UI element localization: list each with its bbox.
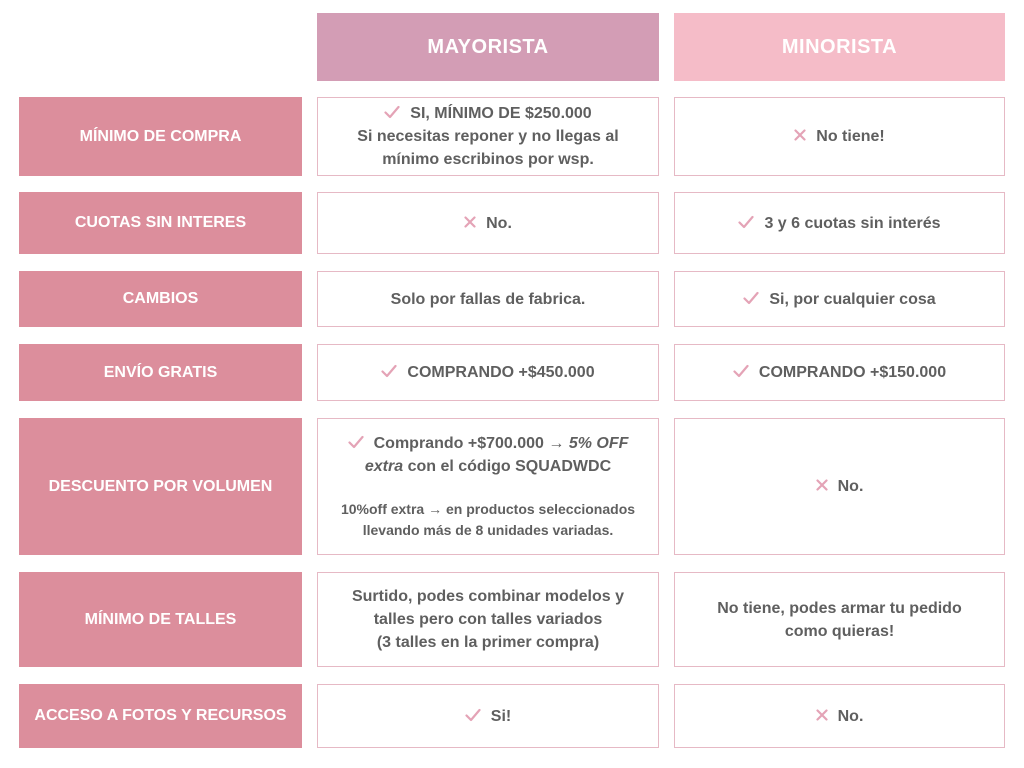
cell-text: como quieras!	[784, 622, 895, 640]
cell-minorista-minimo-compra	[674, 97, 1005, 176]
cell-mayorista-fotos	[317, 684, 659, 748]
cell-line	[384, 102, 591, 125]
check-icon	[743, 291, 759, 305]
cell-line	[465, 705, 511, 728]
cell-text: COMPRANDO +$150.000	[758, 364, 947, 381]
cell-text: con el código SQUADWDC	[403, 458, 612, 475]
x-icon	[816, 709, 828, 721]
cell-line	[381, 361, 594, 384]
cell-mayorista-cambios	[317, 271, 659, 327]
cell-minorista-cambios	[674, 271, 1005, 327]
cell-mayorista-envio	[317, 344, 659, 401]
cell-text: talles pero con talles variados	[373, 611, 603, 628]
mayorista-column-header: MAYORISTA	[317, 13, 659, 81]
check-icon	[738, 215, 754, 229]
cell-mayorista-minimo-compra	[317, 97, 659, 176]
cell-mayorista-descuento	[317, 418, 659, 555]
cell-mayorista-cuotas	[317, 192, 659, 254]
cell-text: No.	[486, 214, 512, 232]
cell-text: No tiene!	[816, 128, 885, 145]
cell-line	[816, 475, 864, 498]
row-label-minimo-talles: MÍNIMO DE TALLES	[19, 572, 302, 667]
cell-text: No.	[837, 707, 864, 725]
cell-line	[794, 125, 884, 148]
cell-text: Si necesitas reponer y no llegas al	[357, 128, 619, 145]
cell-line	[738, 212, 940, 235]
cell-text: COMPRANDO +$450.000	[407, 364, 595, 381]
cell-text: (3 talles en la primer compra)	[376, 634, 600, 651]
row-label-descuento-volumen: DESCUENTO POR VOLUMEN	[19, 418, 302, 555]
cell-line	[365, 455, 611, 478]
row-label-minimo-compra: MÍNIMO DE COMPRA	[19, 97, 302, 176]
check-icon	[465, 708, 481, 722]
row-label-cuotas: CUOTAS SIN INTERES	[19, 192, 302, 254]
check-icon	[381, 364, 397, 378]
cell-text: Surtido, podes combinar modelos y	[351, 588, 625, 605]
row-label-envio-gratis: ENVÍO GRATIS	[19, 344, 302, 401]
discount-emphasis: extra	[364, 458, 404, 475]
cell-line	[348, 432, 629, 455]
check-icon	[348, 435, 364, 449]
cell-text: No tiene, podes armar tu pedido	[717, 599, 962, 617]
cell-mayorista-talles	[317, 572, 659, 667]
cell-text: SI, MÍNIMO DE $250.000	[410, 105, 592, 122]
x-icon	[816, 479, 828, 491]
cell-line	[743, 288, 935, 311]
cell-line	[464, 212, 512, 235]
cell-minorista-cuotas	[674, 192, 1005, 254]
cell-minorista-fotos	[674, 684, 1005, 748]
cell-minorista-envio	[674, 344, 1005, 401]
check-icon	[733, 364, 749, 378]
cell-minorista-descuento	[674, 418, 1005, 555]
row-label-acceso-fotos: ACCESO A FOTOS Y RECURSOS	[19, 684, 302, 748]
check-icon	[384, 105, 400, 119]
cell-text: mínimo escribinos por wsp.	[382, 151, 594, 168]
cell-line	[733, 361, 946, 384]
cell-text: Si!	[490, 707, 512, 725]
cell-text: 10%off extra → en productos seleccionados	[340, 501, 636, 517]
minorista-column-header: MINORISTA	[674, 13, 1005, 81]
cell-text: Solo por fallas de fabrica.	[390, 290, 586, 308]
cell-minorista-talles	[674, 572, 1005, 667]
row-label-cambios: CAMBIOS	[19, 271, 302, 327]
cell-text: llevando más de 8 unidades variadas.	[362, 522, 614, 538]
cell-text: Si, por cualquier cosa	[769, 290, 936, 308]
x-icon	[794, 129, 806, 141]
cell-text: 3 y 6 cuotas sin interés	[764, 214, 941, 232]
discount-emphasis: 5% OFF	[568, 435, 629, 452]
x-icon	[464, 216, 476, 228]
cell-text: Comprando +$700.000 →	[373, 435, 569, 452]
cell-line	[816, 705, 864, 728]
cell-text: No.	[837, 478, 864, 495]
